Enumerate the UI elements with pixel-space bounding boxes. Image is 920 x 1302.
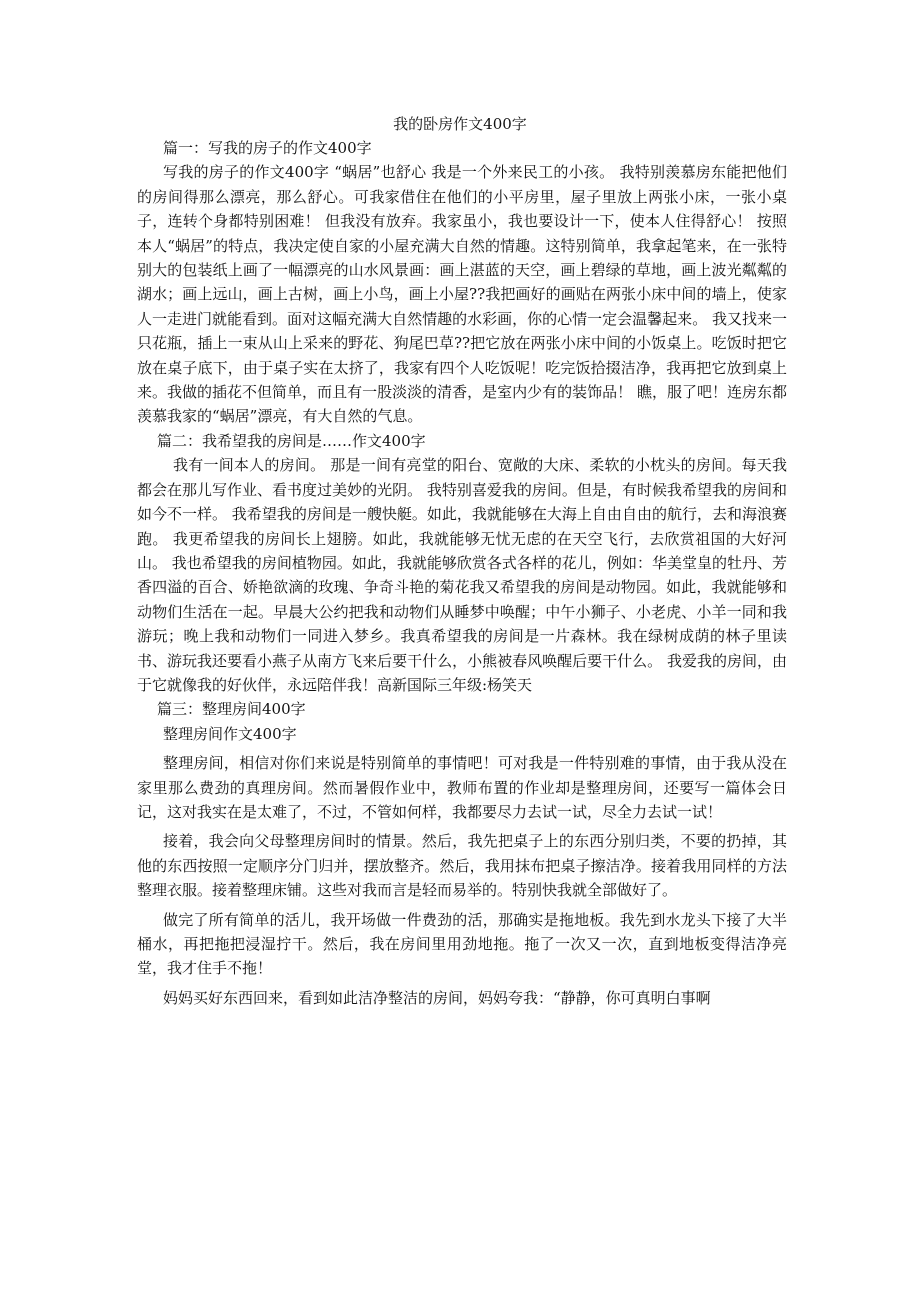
section-3-heading: 篇三：整理房间400字 <box>157 700 306 719</box>
section-3-paragraph-1: 整理房间，相信对你们来说是特别简单的事情吧！可对我是一件特别难的事情，由于我从没在家里那么费劲的真理房间。然而暑假作业中，教师布置的作业却是整理房间，还要写一篇体会日记，这对我实在是太难了，不过，不管如何样，我都要尽力去试一试，尽全力去试一试！ <box>137 754 787 821</box>
section-3-subheading: 整理房间作文400字 <box>163 724 297 743</box>
section-1-heading: 篇一：写我的房子的作文400字 <box>163 139 372 157</box>
section-2-heading: 篇二：我希望我的房间是……作文400字 <box>157 431 426 450</box>
document-title: 我的卧房作文400字 <box>393 115 527 133</box>
section-3-paragraph-4: 妈妈买好东西回来，看到如此洁净整洁的房间，妈妈夸我：“静静，你可真明白事啊 <box>163 988 711 1007</box>
section-1-text: 写我的房子的作文400字 “蜗居”也舒心 我是一个外来民工的小孩。 我特别羡慕房东能把他们的房间得那么漂亮，那么舒心。可我家借住在他们的小平房里，屋子里放上两张小床，一张小桌子，连转个身都特别困难！ 但我没有放弃。我家虽小，我也要设计一下，使本人住得舒心！ 按照本人“蜗居”的特点，我决定使自家的小屋充满大自然的情趣。这特别简单，我拿起笔来，在一张特别大的包装纸上画了一幅漂亮的山水风景画：画上湛蓝的天空，画上碧绿的草地，画上波光粼粼的湖水；画上远山，画上古树，画上小鸟，画上小屋??我把画好的画贴在两张小床中间的墙上，使家人一走进门就能看到。面对这幅充满大自然情趣的水彩画，你的心情一定会温馨起来。 我又找来一只花瓶，插上一束从山上采来的野花、狗尾巴草??把它放在两张小床中间的小饭桌上。吃饭时把它放在桌子底下，由于桌子实在太挤了，我家有四个人吃饭呢！吃完饭拾掇洁净，我再把它放到桌上来。我做的插花不但简单，而且有一股淡淡的清香，是室内少有的装饰品！ 瞧，服了吧！连房东都羡慕我家的“蜗居”漂亮，有大自然的气息。 <box>137 163 787 426</box>
section-2-text: 我有一间本人的房间。 那是一间有亮堂的阳台、宽敞的大床、柔软的小枕头的房间。每天我都会在那儿写作业、看书度过美妙的光阴。 我特别喜爱我的房间。但是，有时候我希望我的房间和如今不一样。 我希望我的房间是一艘快艇。如此，我就能够在大海上自由自由的航行，去和海浪赛跑。 我更希望我的房间长上翅膀。如此，我就能够无忧无虑的在天空飞行，去欣赏祖国的大好河山。 我也希望我的房间植物园。如此，我就能够欣赏各式各样的花儿，例如：华美堂皇的牡丹、芳香四溢的百合、娇艳欲滴的玫瑰、争奇斗艳的菊花我又希望我的房间是动物园。如此，我就能够和动物们生活在一起。早晨大公约把我和动物们从睡梦中唤醒；中午小狮子、小老虎、小羊一同和我游玩；晚上我和动物们一同进入梦乡。我真希望我的房间是一片森林。我在绿树成荫的林子里读书、游玩我还要看小燕子从南方飞来后要干什么，小熊被春风唤醒后要干什么。 我爱我的房间，由于它就像我的好伙伴，永远陪伴我！高新国际三年级:杨笑天 <box>137 456 787 694</box>
document-body <box>137 136 787 1010</box>
section-3-paragraph-2: 接着，我会向父母整理房间时的情景。然后，我先把桌子上的东西分别归类，不要的扔掉，其他的东西按照一定顺序分门归并，摆放整齐。然后，我用抹布把桌子擦洁净。接着我用同样的方法整理衣服。接着整理床铺。这些对我而言是轻而易举的。特别快我就全部做好了。 <box>137 832 787 900</box>
section-3-paragraph-3: 做完了所有简单的活儿，我开场做一件费劲的活，那确实是拖地板。我先到水龙头下接了大半桶水，再把拖把浸湿拧干。然后，我在房间里用劲地拖。拖了一次又一次，直到地板变得洁净亮堂，我才住手不拖！ <box>137 910 787 978</box>
